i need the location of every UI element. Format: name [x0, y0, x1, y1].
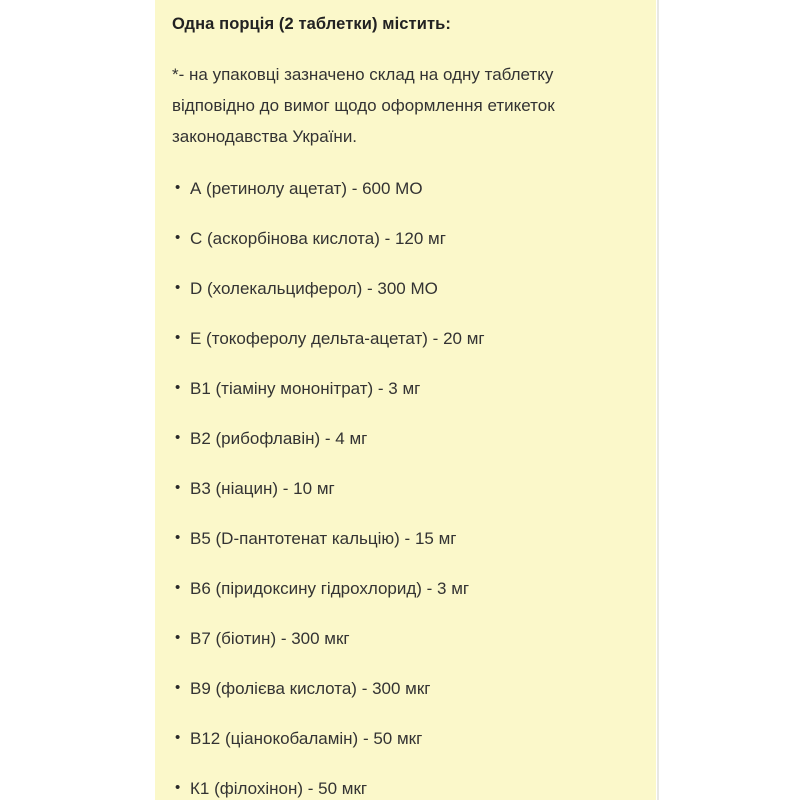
list-item [175, 279, 636, 299]
bullet-icon: • [175, 329, 181, 346]
bullet-icon: • [175, 729, 181, 746]
bullet-icon: • [175, 429, 181, 446]
ingredients-panel [155, 0, 656, 800]
bullet-icon: • [175, 629, 181, 646]
list-item [175, 729, 636, 749]
bullet-icon: • [175, 229, 181, 246]
list-item [175, 779, 636, 799]
bullet-icon: • [175, 779, 181, 796]
vitamin-text: А (ретинолу ацетат) - 600 МО [190, 179, 423, 198]
list-item [175, 429, 636, 449]
bullet-icon: • [175, 479, 181, 496]
list-item [175, 579, 636, 599]
vitamin-text: В3 (ніацин) - 10 мг [190, 479, 335, 498]
list-item [175, 529, 636, 549]
vitamin-text: В1 (тіаміну мононітрат) - 3 мг [190, 379, 421, 398]
bullet-icon: • [175, 279, 181, 296]
vitamin-text: К1 (філохінон) - 50 мкг [190, 779, 368, 798]
vitamin-text: Е (токоферолу дельта-ацетат) - 20 мг [190, 329, 485, 348]
note-line: законодавства України. [172, 127, 358, 146]
vitamin-list [172, 179, 636, 799]
right-divider-line [657, 0, 659, 800]
bullet-icon: • [175, 579, 181, 596]
vitamin-text: В6 (піридоксину гідрохлорид) - 3 мг [190, 579, 470, 598]
list-item [175, 379, 636, 399]
label-note [172, 59, 636, 152]
bullet-icon: • [175, 529, 181, 546]
section-title: Одна порція (2 таблетки) містить: [172, 15, 451, 33]
vitamin-text: В7 (біотин) - 300 мкг [190, 629, 350, 648]
list-item [175, 629, 636, 649]
list-item [175, 229, 636, 249]
list-item [175, 479, 636, 499]
bullet-icon: • [175, 179, 181, 196]
vitamin-text: D (холекальциферол) - 300 МО [190, 279, 438, 298]
bullet-icon: • [175, 379, 181, 396]
vitamin-text: В9 (фолієва кислота) - 300 мкг [190, 679, 431, 698]
vitamin-text: В12 (ціанокобаламін) - 50 мкг [190, 729, 423, 748]
note-line: *- на упаковці зазначено склад на одну таблетку [172, 65, 554, 84]
list-item [175, 329, 636, 349]
note-line: відповідно до вимог щодо оформлення етикеток [172, 96, 555, 115]
vitamin-text: В5 (D-пантотенат кальцію) - 15 мг [190, 529, 457, 548]
bullet-icon: • [175, 679, 181, 696]
list-item [175, 179, 636, 199]
list-item [175, 679, 636, 699]
vitamin-text: С (аскорбінова кислота) - 120 мг [190, 229, 446, 248]
vitamin-text: В2 (рибофлавін) - 4 мг [190, 429, 368, 448]
